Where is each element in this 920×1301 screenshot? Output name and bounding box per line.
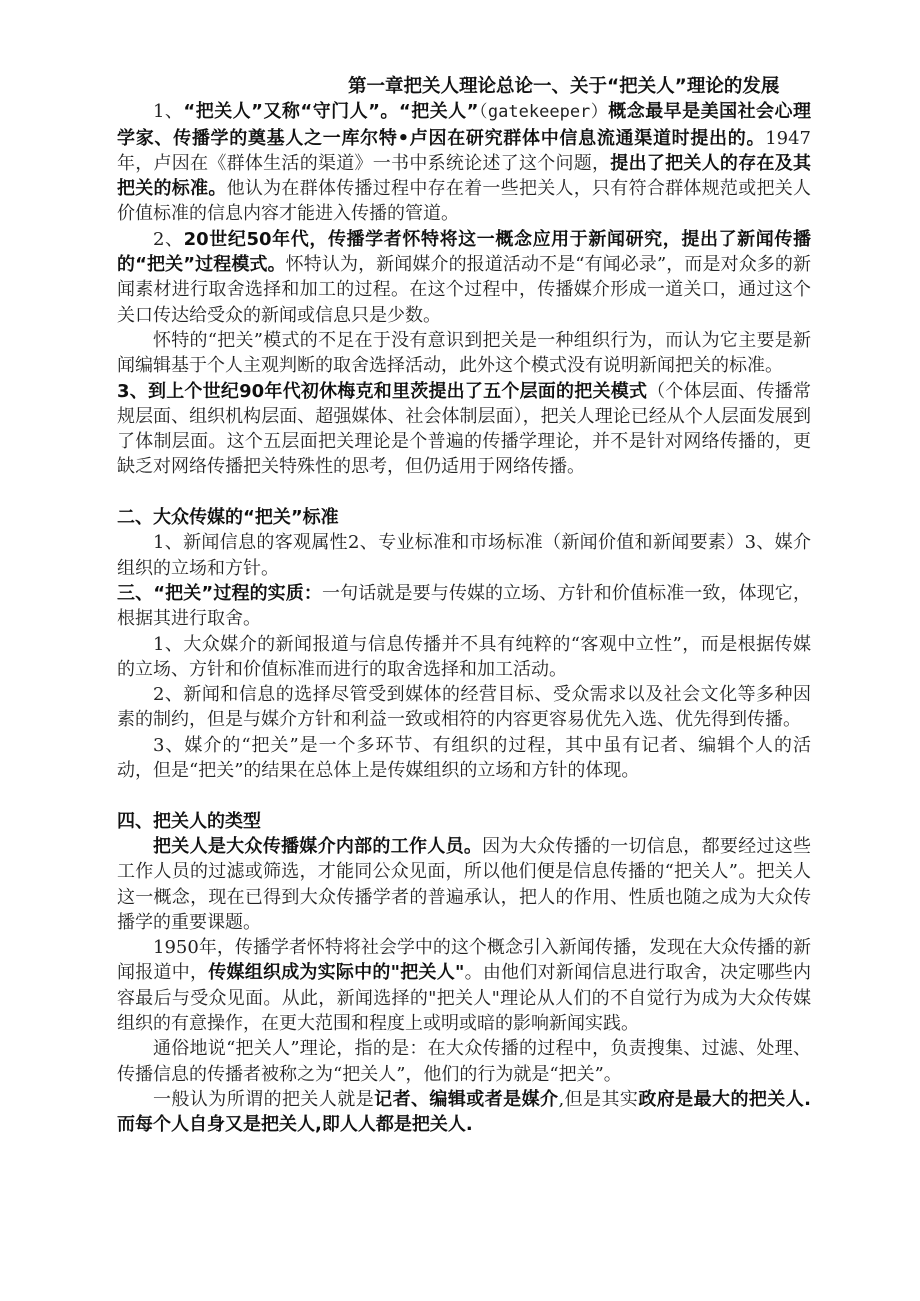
text: 怀特认为，新闻媒介的报道活动不是“有闻必录”，而是对众多的新闻素材进行取舍选择和加工的过程。在这个过程中，传播媒介形成一道关口，通过这个关口传达给受众的新闻或信息只是少数。 (117, 254, 811, 326)
spacer (117, 783, 811, 808)
chapter-title: 第一章把关人理论总论一、关于“把关人”理论的发展 (348, 76, 780, 97)
bold-text: 概念最早是美国社会心理学家、传播学的奠基人之一库尔特•卢因在研究群体中信息流通渠道时提出的。 (117, 101, 812, 149)
paragraph-gatekeeper-origin (117, 99, 811, 226)
text: 因为大众传播的一切信息，都要经过这些工作人员的过滤或筛选，才能同公众见面，所以他们便是信息传播的“把关人”。把关人这一概念，现在已得到大众传播学者的普遍承认，把人的作用、性质也随之成为大众传播学的重要课题。 (117, 835, 812, 933)
bold-text: 20世纪50年代，传播学者怀特将这一概念应用于新闻研究，提出了新闻传播的“把关”过程模式。 (117, 228, 811, 276)
paragraph-conclusion (117, 1087, 811, 1138)
paragraph-white-model (117, 227, 811, 328)
paragraph-gatekeeper-staff (117, 834, 811, 935)
section-heading-3: 三、“把关”过程的实质： (117, 582, 323, 604)
text: （gatekeeper） (478, 102, 609, 123)
text: 。由他们对新闻信息进行取舍，决定哪些内容最后与受众见面。从此，新闻选择的"把关人"理论从人们的不自觉行为成为大众传媒组织的有意操作，在更大范围和程度上或明或暗的影响新闻实践。 (117, 962, 812, 1034)
text: 1、 (153, 101, 184, 123)
text: （个体层面、传播常规层面、组织机构层面、超强媒体、社会体制层面），把关人理论已经从个人层面发展到了体制层面。这个五层面把关理论是个普遍的传播学理论，并不是针对网络传播的，更缺乏对网络传播把关特殊性的思考，但仍适用于网络传播。 (117, 380, 811, 478)
bold-text: 记者、编辑或者是媒介 (374, 1088, 559, 1110)
paragraph-standards: 1、新闻信息的客观属性2、专业标准和市场标准（新闻价值和新闻要素）3、媒介组织的立场和方针。 (117, 532, 811, 579)
text: 他认为在群体传播过程中存在着一些把关人，只有符合群体规范或把关人价值标准的信息内容才能进入传播的管道。 (117, 178, 811, 225)
text: 2、 (153, 228, 184, 250)
text: 1950年，传播学者怀特将社会学中的这个概念引入新闻传播，发现在大众传播的新闻报道中， (117, 937, 811, 984)
text: 一句话就是要与传媒的立场、方针和价值标准一致，体现它，根据其进行取舍。 (117, 582, 811, 630)
text: 一般认为所谓的把关人就是 (153, 1088, 375, 1110)
bold-text: 3、到上个世纪90年代初休梅克和里茨提出了五个层面的把关模式 (117, 380, 648, 402)
document-page (117, 74, 811, 1137)
text: 1947年，卢因在《群体生活的渠道》一书中系统论述了这个问题， (117, 127, 811, 174)
section-heading-2: 二、大众传媒的“把关”标准 (117, 507, 339, 529)
bold-text: 把关人是大众传播媒介内部的工作人员。 (153, 835, 483, 857)
paragraph-definition: 通俗地说“把关人”理论，指的是：在大众传播的过程中，负责搜集、过滤、处理、传播信息的传播者被称之为“把关人”，他们的行为就是“把关”。 (117, 1038, 811, 1085)
paragraph-five-levels (117, 379, 811, 480)
text: ,但是其实 (558, 1088, 639, 1110)
paragraph-white-limits: 怀特的“把关”模式的不足在于没有意识到把关是一种组织行为，而认为它主要是新闻编辑基于个人主观判断的取舍选择活动，此外这个模式没有说明新闻把关的标准。 (117, 329, 811, 377)
bold-text: 提出了把关人的存在及其把关的标准。 (117, 152, 811, 200)
paragraph-essence (117, 581, 811, 632)
bold-text: 传媒组织成为实际中的"把关人" (208, 962, 465, 984)
bold-text: “把关人”又称“守门人”。“把关人” (183, 101, 479, 123)
spacer (117, 480, 811, 505)
paragraph-point-2: 2、新闻和信息的选择尽管受到媒体的经营目标、受众需求以及社会文化等多种因素的制约，但是与媒介方针和利益一致或相符的内容更容易优先入选、优先得到传播。 (117, 684, 811, 731)
paragraph-1950 (117, 935, 811, 1036)
paragraph-point-3: 3、媒介的“把关”是一个多环节、有组织的过程，其中虽有记者、编辑个人的活动，但是“把关”的结果在总体上是传媒组织的立场和方针的体现。 (117, 734, 811, 782)
section-heading-4: 四、把关人的类型 (117, 810, 261, 832)
bold-text: 政府是最大的把关人.而每个人自身又是把关人,即人人都是把关人. (117, 1088, 812, 1136)
paragraph-point-1: 1、大众媒介的新闻报道与信息传播并不具有纯粹的“客观中立性”，而是根据传媒的立场、方针和价值标准而进行的取舍选择和加工活动。 (117, 633, 811, 680)
